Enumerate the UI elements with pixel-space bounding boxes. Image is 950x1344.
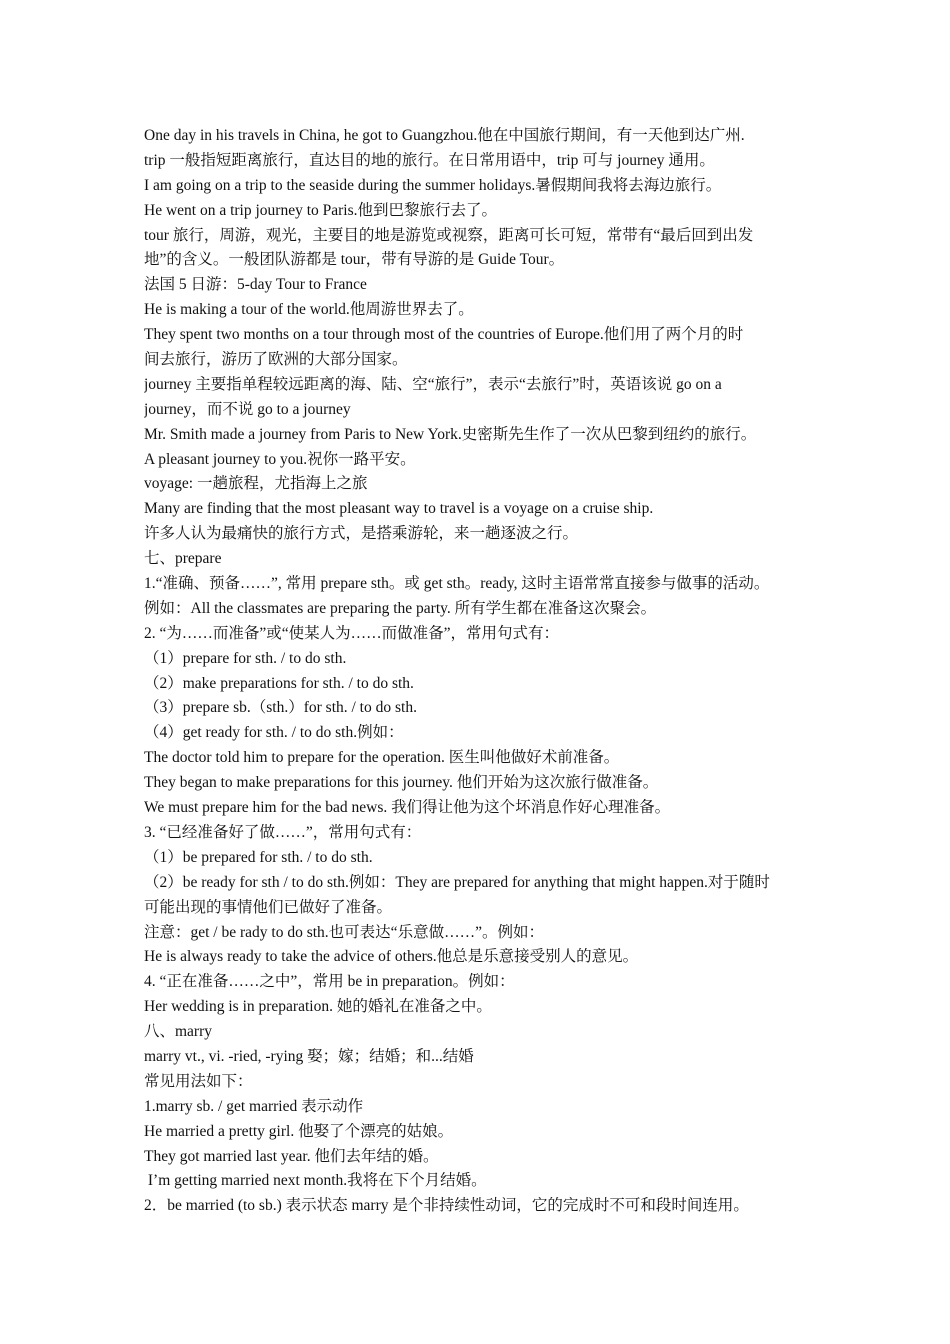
text-line: 4. “正在准备……之中”，常用 be in preparation。例如： [144, 973, 515, 991]
text-line: They spent two months on a tour through most of the countries of Europe.他们用了两个月的时 [144, 326, 744, 344]
text-line: The doctor told him to prepare for the operation. 医生叫他做好术前准备。 [144, 749, 620, 767]
list-item: （2）be ready for sth / to do sth.例如：They are prepared for anything that might happen.对于随时 [144, 873, 770, 891]
list-item: （1）prepare for sth. / to do sth. [144, 649, 347, 667]
text-line: 2. “为……而准备”或“使某人为……而做准备”，常用句式有： [144, 624, 560, 642]
list-item: （2）make preparations for sth. / to do sth. [144, 674, 414, 692]
text-line: 注意：get / be rady to do sth.也可表达“乐意做……”。例如： [144, 923, 544, 941]
document-page [144, 124, 814, 1219]
text-line: 2．be married (to sb.) 表示状态 marry 是个非持续性动词，它的完成时不可和段时间连用。 [144, 1197, 749, 1215]
text-line: journey 主要指单程较远距离的海、陆、空“旅行”，表示“去旅行”时，英语该说 go on a [144, 375, 722, 393]
text-line: He is always ready to take the advice of others.他总是乐意接受别人的意见。 [144, 948, 639, 966]
text-line: tour 旅行，周游，观光，主要目的地是游览或视察，距离可长可短，常带有“最后回到出发 [144, 226, 754, 244]
text-line: voyage: 一趟旅程，尤指海上之旅 [144, 475, 368, 493]
text-line: He married a pretty girl. 他娶了个漂亮的姑娘。 [144, 1122, 454, 1140]
text-line: They began to make preparations for this journey. 他们开始为这次旅行做准备。 [144, 774, 659, 792]
section-heading: 七、prepare [144, 550, 222, 568]
text-line: 法国 5 日游：5-day Tour to France [144, 276, 367, 294]
text-line: A pleasant journey to you.祝你一路平安。 [144, 450, 416, 468]
list-item: （3）prepare sb.（sth.）for sth. / to do sth. [144, 699, 417, 717]
text-line: Many are finding that the most pleasant way to travel is a voyage on a cruise ship. [144, 500, 654, 518]
text-line: They got married last year. 他们去年结的婚。 [144, 1147, 439, 1165]
text-line: One day in his travels in China, he got to Guangzhou.他在中国旅行期间，有一天他到达广州. [144, 127, 745, 144]
text-line: 1.marry sb. / get married 表示动作 [144, 1097, 364, 1115]
text-line: 3. “已经准备好了做……”，常用句式有： [144, 823, 422, 841]
text-line: marry vt., vi. -ried, -rying 娶；嫁；结婚；和...结婚 [144, 1047, 474, 1065]
text-line: 可能出现的事情他们已做好了准备。 [144, 898, 393, 916]
text-line: Mr. Smith made a journey from Paris to New York.史密斯先生作了一次从巴黎到纽约的旅行。 [144, 425, 757, 443]
section-heading: 八、marry [144, 1023, 213, 1041]
text-line: 1.“准确、预备……”, 常用 prepare sth。或 get sth。ready, 这时主语常常直接参与做事的活动。 [144, 575, 770, 593]
text-line: He went on a trip journey to Paris.他到巴黎旅行去了。 [144, 201, 498, 219]
text-line: trip 一般指短距离旅行，直达目的地的旅行。在日常用语中，trip 可与 journey 通用。 [144, 151, 715, 169]
text-line: We must prepare him for the bad news. 我们得让他为这个坏消息作好心理准备。 [144, 799, 671, 817]
text-line: 地”的含义。一般团队游都是 tour，带有导游的是 Guide Tour。 [144, 251, 565, 269]
list-item: （1）be prepared for sth. / to do sth. [144, 848, 373, 866]
text-line: 间去旅行，游历了欧洲的大部分国家。 [144, 351, 408, 369]
text-line: He is making a tour of the world.他周游世界去了。 [144, 301, 474, 319]
text-line: journey，而不说 go to a journey [144, 400, 351, 418]
list-item: （4）get ready for sth. / to do sth.例如： [144, 724, 404, 742]
text-line: I’m getting married next month.我将在下个月结婚。 [144, 1172, 487, 1190]
text-line: 常见用法如下： [144, 1072, 253, 1090]
text-line: Her wedding is in preparation. 她的婚礼在准备之中。 [144, 998, 492, 1016]
text-line: 例如：All the classmates are preparing the party. 所有学生都在准备这次聚会。 [144, 599, 657, 617]
text-line: I am going on a trip to the seaside during the summer holidays.暑假期间我将去海边旅行。 [144, 176, 722, 194]
text-line: 许多人认为最痛快的旅行方式，是搭乘游轮，来一趟逐波之行。 [144, 525, 579, 543]
